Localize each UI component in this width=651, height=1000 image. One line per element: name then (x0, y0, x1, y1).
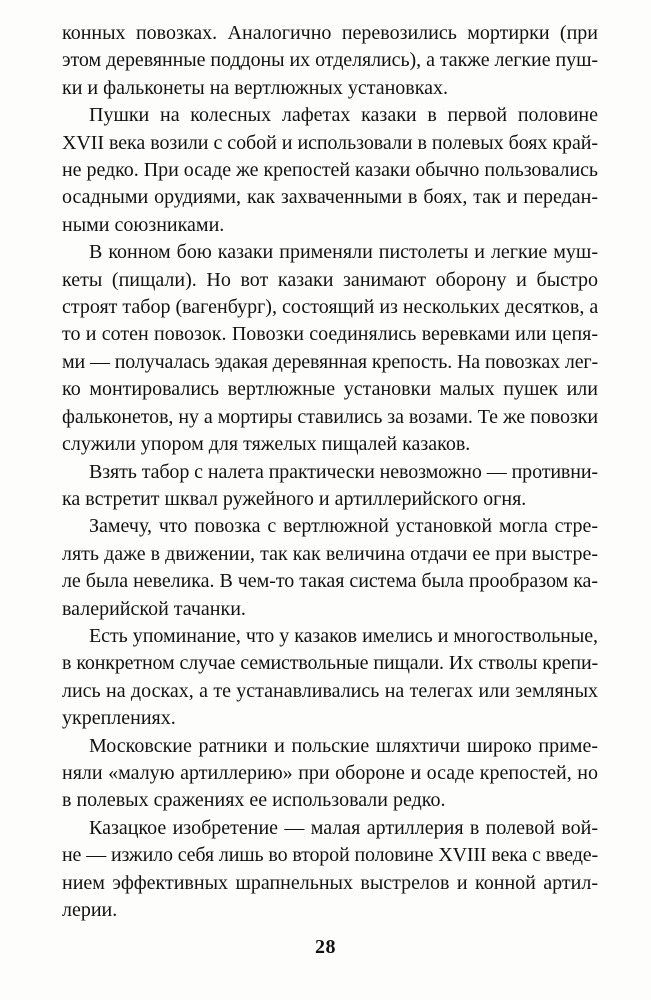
paragraph (62, 623, 598, 733)
text-line: Замечу, что повозка с вертлюжной установкой могла стре- (89, 515, 598, 538)
paragraph (62, 733, 598, 815)
text-line: Пушки на колесных лафетах казаки в первой половине (89, 104, 598, 127)
text-line: валерийской тачанки. (62, 597, 246, 620)
paragraph (62, 239, 598, 458)
text-line: фальконетов, ну а мортиры ставились за возами. Те же повозки (62, 405, 598, 428)
text-line: в полевых сражениях ее использовали редко. (62, 789, 446, 812)
text-line: строят табор (вагенбург), состоящий из нескольких десятков, а (62, 296, 599, 319)
text-line: конных повозках. Аналогично перевозились мортирки (при (62, 22, 598, 44)
paragraph (62, 102, 598, 239)
text-line: Казацкое изобретение — малая артиллерия в полевой вой- (89, 816, 598, 839)
text-line: В конном бою казаки применяли пистолеты и легкие муш- (89, 241, 598, 264)
text-line: этом деревянные поддоны их отделялись), а также легкие пуш- (62, 49, 598, 72)
text-line: служили упором для тяжелых пищалей казаков. (62, 433, 471, 456)
text-line: лерии. (62, 899, 118, 921)
paragraph (62, 513, 598, 623)
text-column (62, 20, 598, 924)
text-line: нием эффективных шрапнельных выстрелов и конной артил- (62, 871, 598, 894)
text-line: кеты (пищали). Но вот казаки занимают оборону и быстро (62, 268, 598, 291)
text-line: Взять табор с налета практически невозможно — противни- (89, 460, 598, 483)
page-number: 28 (315, 936, 336, 958)
text-line: в конкретном случае семиствольные пищали. Их стволы крепи- (62, 652, 598, 675)
text-line: ка встретит шквал ружейного и артиллерийского огня. (62, 487, 527, 510)
text-line: осадными орудиями, как захваченными в боях, так и передан- (62, 186, 598, 209)
text-line: не — изжило себя лишь во второй половине XVIII века с введе- (62, 844, 598, 867)
text-line: то и сотен повозок. Повозки соединялись веревками или цепя- (62, 323, 598, 346)
text-line: ми — получалась эдакая деревянная крепость. На повозках лег- (62, 350, 598, 373)
paragraph (62, 815, 598, 925)
text-line: ными союзниками. (62, 213, 225, 236)
text-line: лять даже в движении, так как величина отдачи ее при выстре- (62, 542, 598, 565)
text-line: ки и фальконеты на вертлюжных установках. (62, 76, 449, 99)
text-line: ле была невелика. В чем-то такая система была прообразом ка- (62, 570, 598, 593)
text-line: укреплениях. (62, 707, 176, 730)
text-line: не редко. При осаде же крепостей казаки обычно пользовались (62, 159, 598, 182)
text-line: няли «малую артиллерию» при обороне и осаде крепостей, но (62, 761, 598, 784)
text-line: лись на досках, а те устанавливались на телегах или земляных (62, 679, 598, 702)
text-line: ко монтировались вертлюжные установки малых пушек или (62, 378, 598, 401)
text-line: XVII века возили с собой и использовали в полевых боях край- (62, 131, 598, 154)
paragraph (62, 20, 598, 102)
text-line: Есть упоминание, что у казаков имелись и многоствольные, (89, 624, 598, 647)
text-line: Московские ратники и польские шляхтичи широко приме- (89, 734, 598, 757)
paragraph (62, 459, 598, 514)
